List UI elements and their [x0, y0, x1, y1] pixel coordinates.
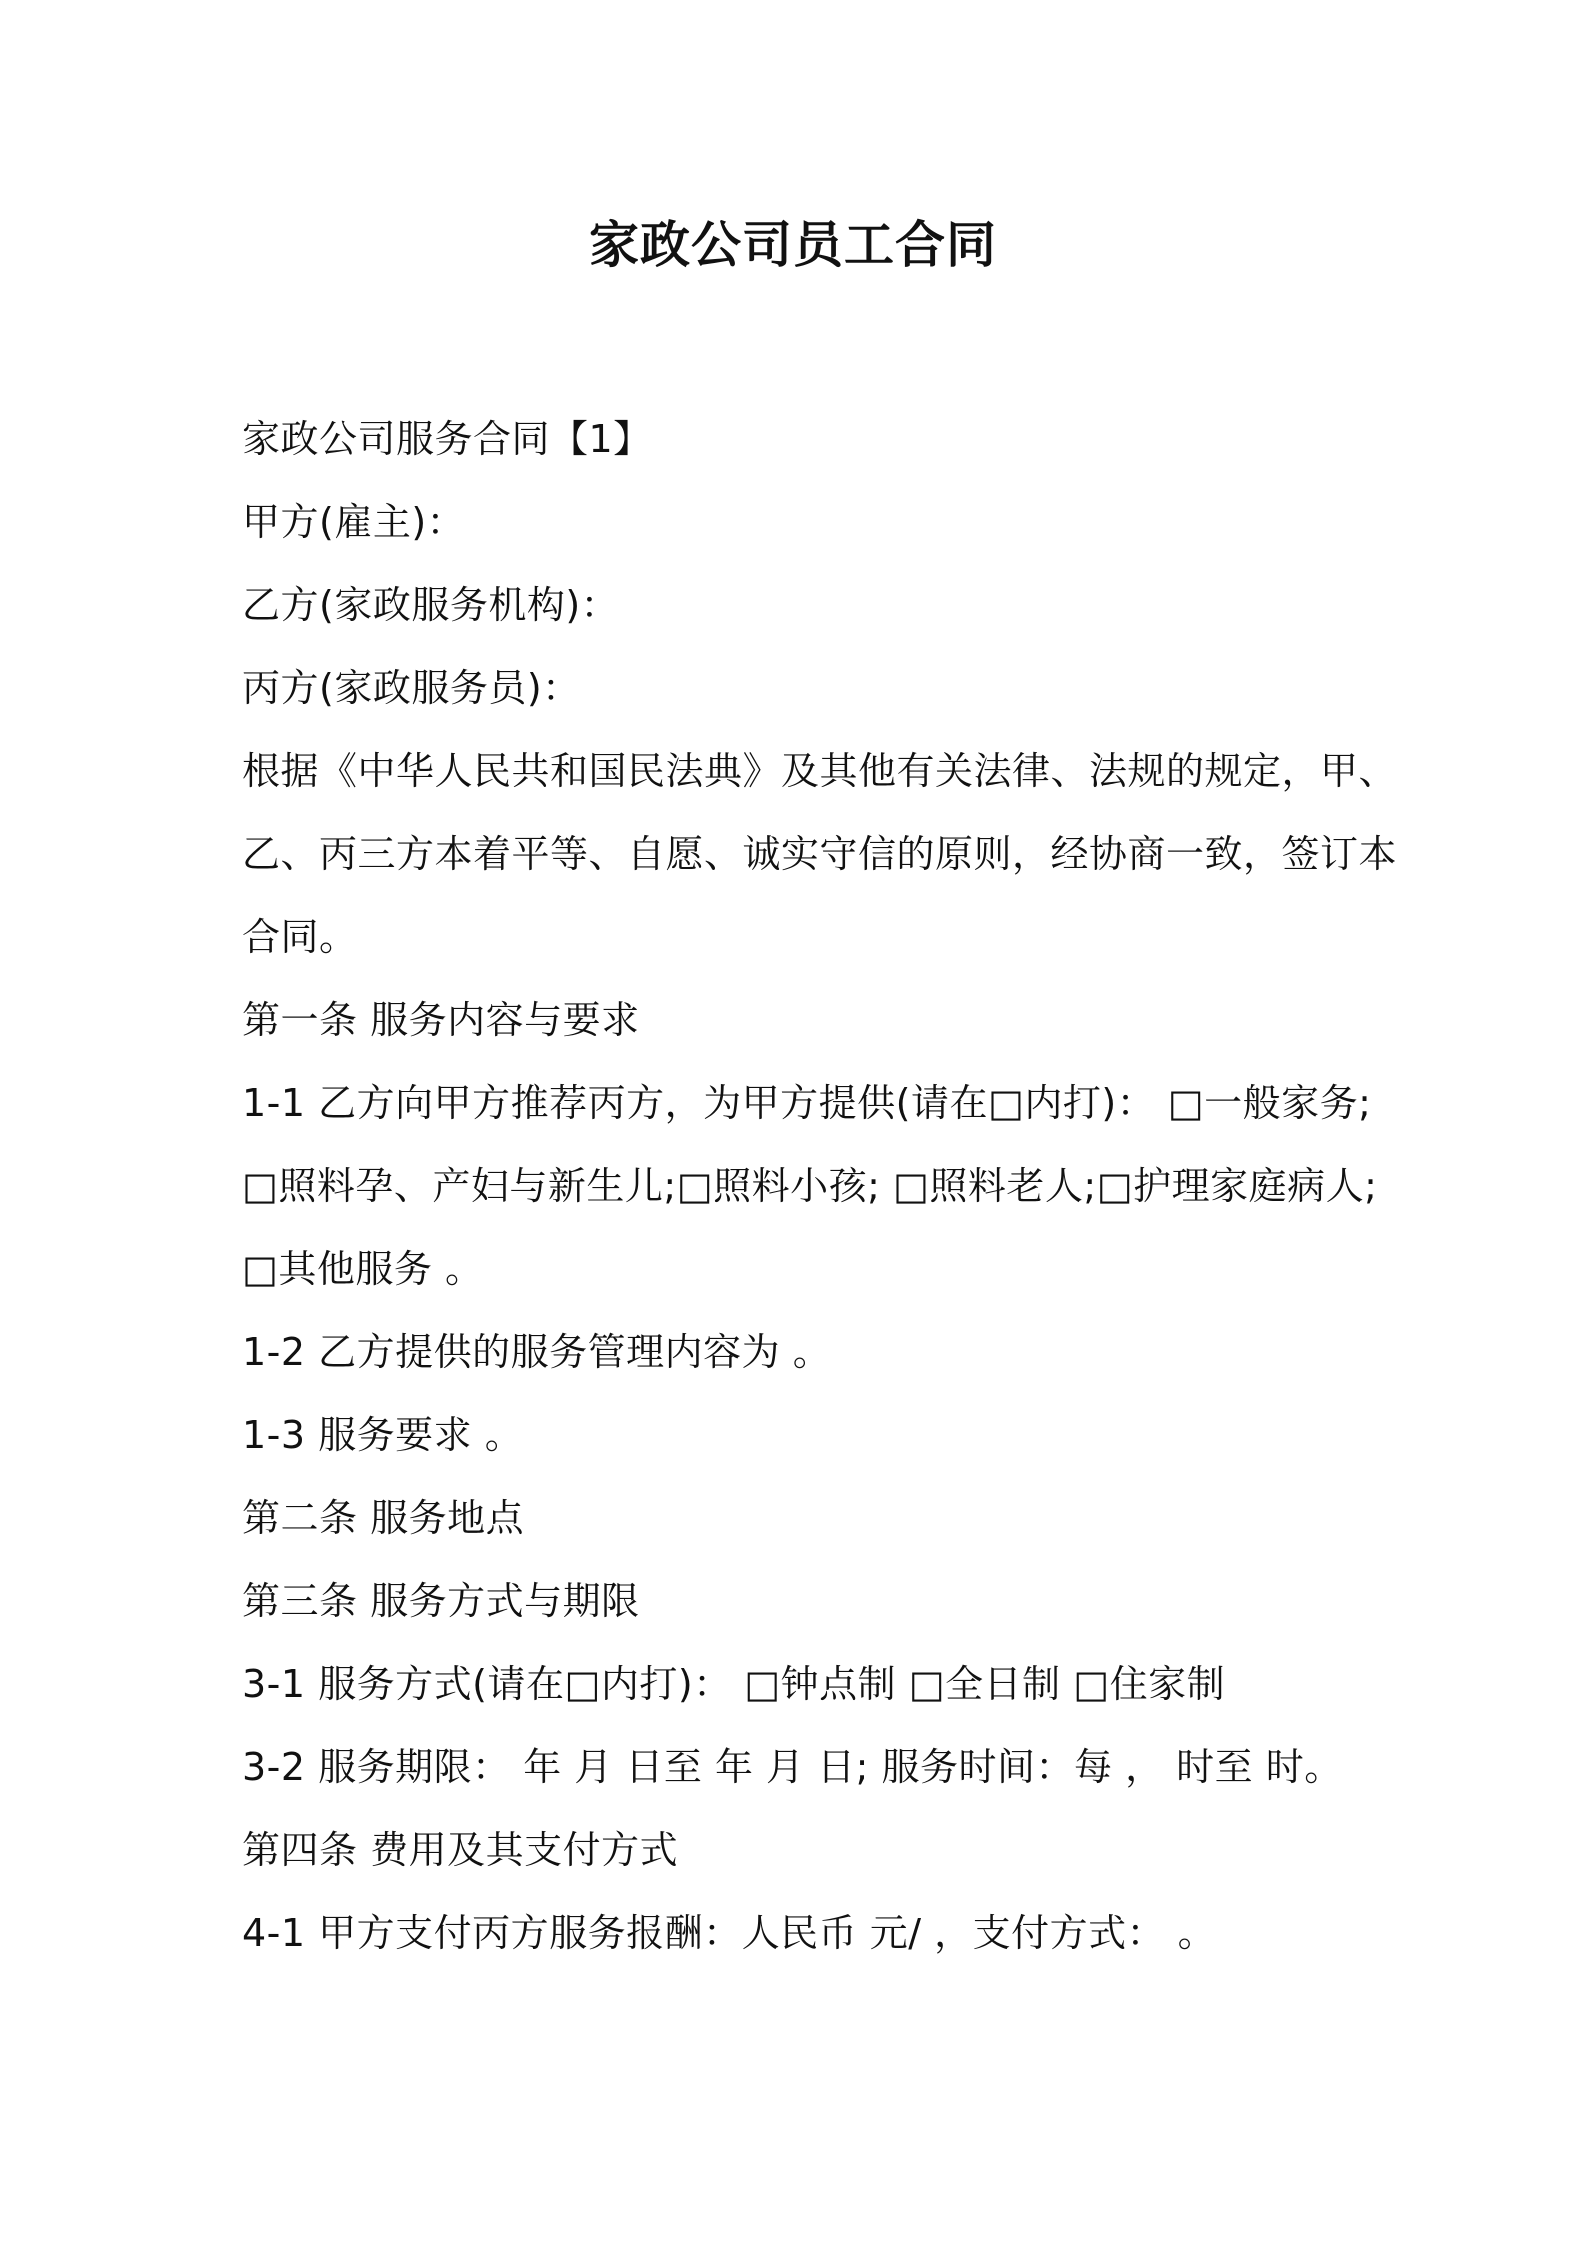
section-heading: 家政公司服务合同【1】: [242, 417, 652, 461]
preamble-line: 乙、丙三方本着平等、自愿、诚实守信的原则，经协商一致，签订本: [242, 832, 1398, 876]
clause-line: 3-2 服务期限： 年 月 日至 年 月 日; 服务时间：每 ， 时至 时。: [242, 1745, 1343, 1789]
preamble-line: 根据《中华人民共和国民法典》及其他有关法律、法规的规定，甲、: [242, 749, 1398, 793]
document-title: 家政公司员工合同: [589, 216, 997, 274]
clause-line: □照料孕、产妇与新生儿;□照料小孩; □照料老人;□护理家庭病人;: [242, 1164, 1378, 1208]
document-body: [242, 398, 1398, 1975]
article-heading: 第三条 服务方式与期限: [242, 1579, 640, 1623]
article-heading: 第四条 费用及其支付方式: [242, 1828, 679, 1872]
clause-line: □其他服务 。: [242, 1247, 484, 1291]
clause-line: 1-1 乙方向甲方推荐丙方，为甲方提供(请在□内打)： □一般家务;: [242, 1081, 1372, 1125]
party-c-line: 丙方(家政服务员)：: [242, 666, 581, 710]
article-heading: 第二条 服务地点: [242, 1496, 525, 1540]
clause-line: 1-2 乙方提供的服务管理内容为 。: [242, 1330, 832, 1374]
clause-line: 1-3 服务要求 。: [242, 1413, 524, 1457]
article-heading: 第一条 服务内容与要求: [242, 998, 640, 1042]
party-a-line: 甲方(雇主)：: [242, 500, 466, 544]
party-b-line: 乙方(家政服务机构)：: [242, 583, 620, 627]
clause-line: 3-1 服务方式(请在□内打)： □钟点制 □全日制 □住家制: [242, 1662, 1226, 1706]
clause-line: 4-1 甲方支付丙方服务报酬：人民币 元/ ，支付方式： 。: [242, 1911, 1217, 1955]
preamble-line: 合同。: [242, 915, 358, 959]
